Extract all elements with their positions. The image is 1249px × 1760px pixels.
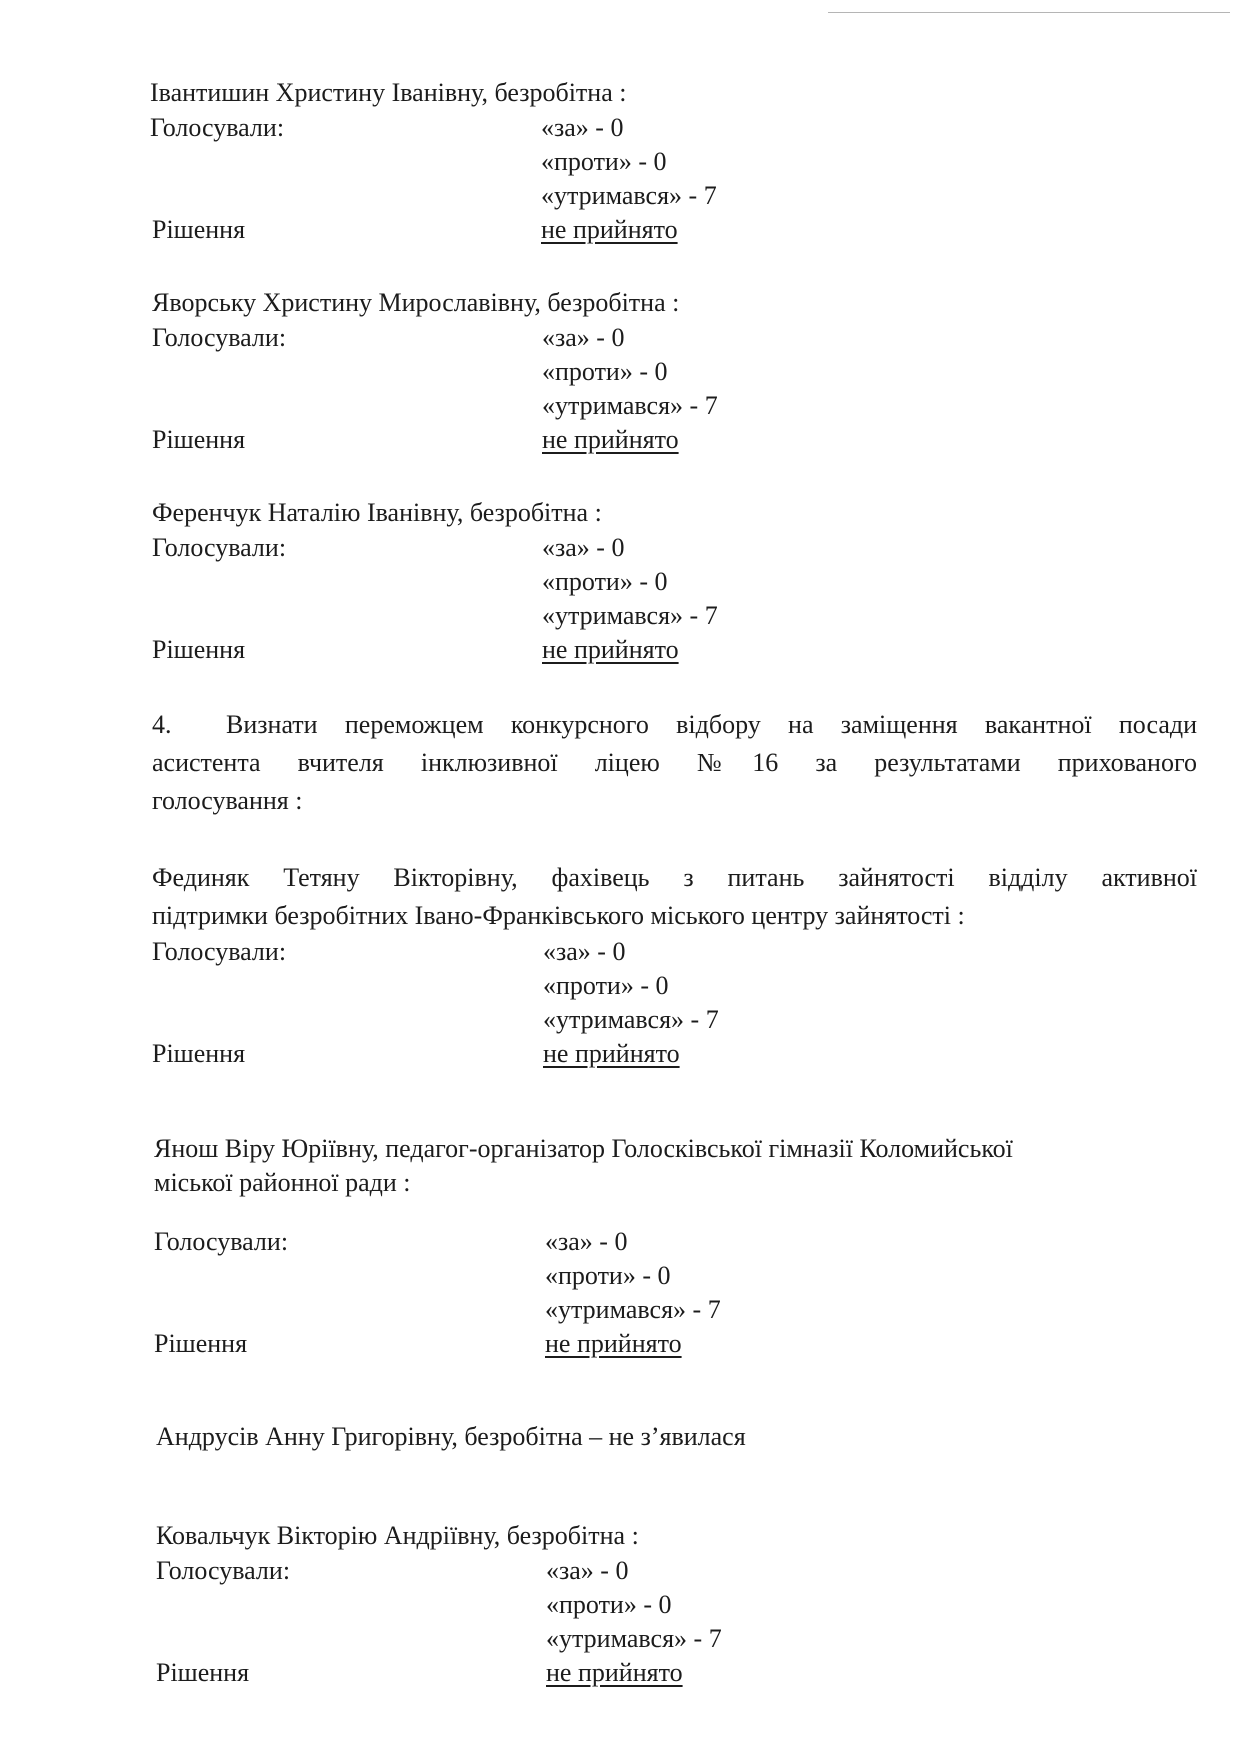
candidate-name-line: міської районної ради : <box>154 1168 411 1197</box>
vote-against: «проти» - 0 <box>545 1261 671 1290</box>
item4-line: голосування : <box>152 786 303 815</box>
voted-label: Голосували: <box>152 533 287 562</box>
vote-abstain: «утримався» - 7 <box>542 601 718 630</box>
vote-for: «за» - 0 <box>543 937 626 966</box>
candidate-name: Ференчук Наталію Іванівну, безробітна : <box>152 498 602 527</box>
vote-against: «проти» - 0 <box>541 147 667 176</box>
vote-for: «за» - 0 <box>542 533 625 562</box>
decision-value: не прийнято <box>542 425 679 454</box>
item-number: 4. <box>152 710 172 739</box>
candidate-name <box>152 859 1197 935</box>
decision-value: не прийнято <box>542 635 679 664</box>
candidate-name: Івантишин Христину Іванівну, безробітна : <box>150 78 627 107</box>
decision-value: не прийнято <box>546 1658 683 1687</box>
item4-line: асистента вчителя інклюзивної ліцею №16 за результатами прихованого <box>152 748 1197 777</box>
decision-label: Рішення <box>152 425 246 454</box>
voted-label: Голосували: <box>156 1556 291 1585</box>
vote-abstain: «утримався» - 7 <box>541 181 717 210</box>
vote-against: «проти» - 0 <box>543 971 669 1000</box>
candidate-name-line: Фединяк Тетяну Вікторівну, фахівець з питань зайнятості відділу активної <box>152 863 1197 892</box>
vote-for: «за» - 0 <box>542 323 625 352</box>
decision-value: не прийнято <box>541 215 678 244</box>
candidate-name-line: підтримки безробітних Івано-Франківського міського центру зайнятості : <box>152 901 965 930</box>
vote-abstain: «утримався» - 7 <box>546 1624 722 1653</box>
vote-for: «за» - 0 <box>546 1556 629 1585</box>
decision-label: Рішення <box>152 1039 246 1068</box>
vote-for: «за» - 0 <box>541 113 624 142</box>
vote-against: «проти» - 0 <box>542 567 668 596</box>
vote-abstain: «утримався» - 7 <box>542 391 718 420</box>
vote-against: «проти» - 0 <box>542 357 668 386</box>
vote-abstain: «утримався» - 7 <box>545 1295 721 1324</box>
candidate-name-line: Янош Віру Юріївну, педагог-організатор Голосківської гімназії Коломийської <box>154 1134 1013 1163</box>
voted-label: Голосували: <box>150 113 285 142</box>
decision-label: Рішення <box>154 1329 248 1358</box>
candidate-name: Яворську Христину Мирославівну, безробітна : <box>152 288 680 317</box>
item4-paragraph-cont <box>152 744 1197 820</box>
candidate-name: Ковальчук Вікторію Андріївну, безробітна : <box>156 1521 639 1550</box>
decision-label: Рішення <box>152 215 246 244</box>
voted-label: Голосували: <box>152 937 287 966</box>
voted-label: Голосували: <box>154 1227 289 1256</box>
candidate-name: Андрусів Анну Григорівну, безробітна – не з’явилася <box>156 1422 746 1451</box>
top-rule <box>828 12 1230 13</box>
decision-value: не прийнято <box>543 1039 680 1068</box>
decision-label: Рішення <box>156 1658 250 1687</box>
item4-line: Визнати переможцем конкурсного відбору на заміщення вакантної посади <box>226 710 1197 739</box>
decision-value: не прийнято <box>545 1329 682 1358</box>
vote-for: «за» - 0 <box>545 1227 628 1256</box>
voted-label: Голосували: <box>152 323 287 352</box>
vote-abstain: «утримався» - 7 <box>543 1005 719 1034</box>
vote-against: «проти» - 0 <box>546 1590 672 1619</box>
decision-label: Рішення <box>152 635 246 664</box>
item4-paragraph <box>226 706 1197 744</box>
